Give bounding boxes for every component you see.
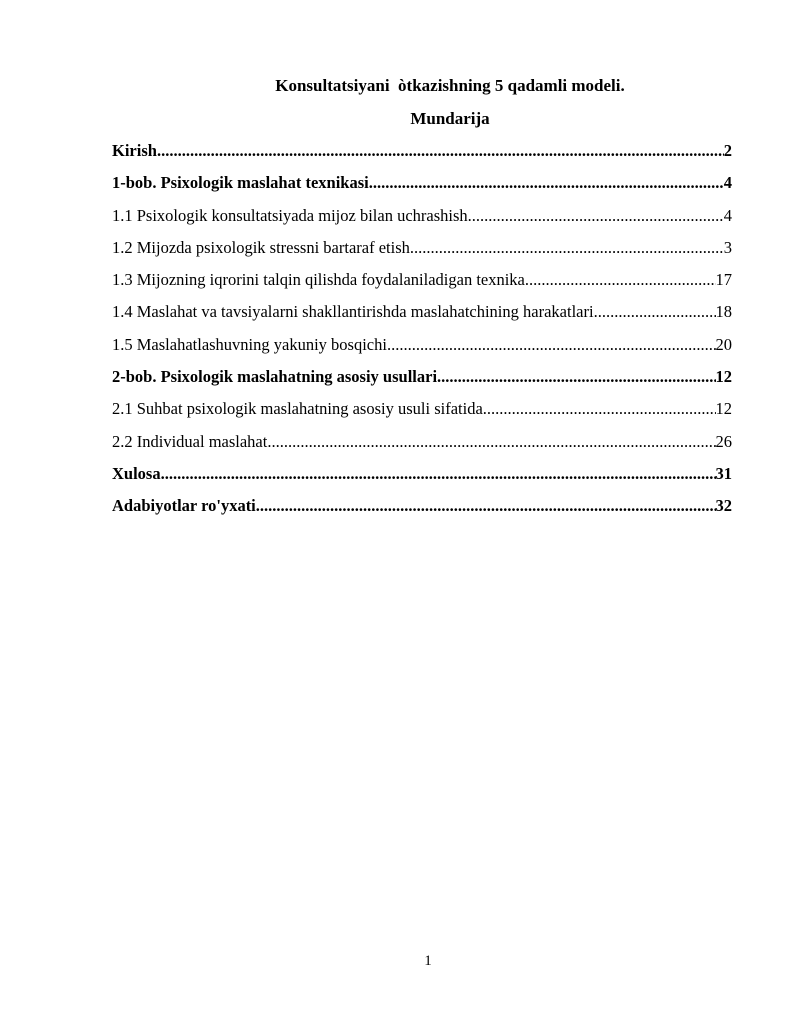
toc-entry-title: 1.3 Mijozning iqrorini talqin qilishda foydalaniladigan texnika	[112, 270, 525, 290]
toc-entry-1-3[interactable]	[112, 270, 732, 302]
toc-leader-dots	[525, 270, 716, 290]
document-title: Konsultatsiyani òtkazishning 5 qadamli modeli.	[275, 76, 625, 95]
toc-entry-xulosa[interactable]	[112, 464, 732, 496]
toc-entry-page: 4	[723, 173, 732, 193]
toc-entry-1-1[interactable]	[112, 206, 732, 238]
toc-entry-chapter-1[interactable]	[112, 173, 732, 205]
toc-entry-page: 18	[715, 302, 732, 322]
toc-entry-page: 12	[715, 399, 732, 419]
toc-entry-title: Kirish	[112, 141, 157, 160]
toc-entry-title: Xulosa	[112, 463, 161, 483]
toc-entry-page: 26	[715, 431, 732, 451]
toc-leader-dots	[387, 335, 716, 355]
toc-entry-chapter-2[interactable]	[112, 367, 732, 399]
toc-leader-dots	[157, 141, 724, 161]
toc-entry-2-2[interactable]	[112, 432, 732, 464]
toc-entry-title: 2.1 Suhbat psixologik maslahatning asosiy usuli sifatida	[112, 399, 483, 419]
toc-leader-dots	[161, 464, 716, 484]
toc-entry-2-1[interactable]	[112, 399, 732, 431]
toc-leader-dots	[437, 367, 715, 387]
toc-entry-title: 1.2 Mijozda psixologik stressni bartaraf etish	[112, 237, 410, 257]
toc-entry-page: 32	[715, 496, 732, 516]
toc-entry-title: 1.5 Maslahatlashuvning yakuniy bosqichi	[112, 334, 387, 354]
toc-leader-dots	[483, 399, 716, 419]
toc-entry-1-2[interactable]	[112, 238, 732, 270]
toc-entry-1-5[interactable]	[112, 335, 732, 367]
toc-heading: Mundarija	[410, 109, 490, 128]
toc-entry-page: 3	[723, 237, 732, 257]
toc-entry-title: 2.2 Individual maslahat	[112, 431, 268, 451]
toc-entry-page: 17	[715, 270, 732, 290]
toc-leader-dots	[594, 302, 716, 322]
toc-entry-page: 20	[715, 334, 732, 354]
toc-leader-dots	[369, 173, 724, 193]
toc-leader-dots	[468, 206, 724, 226]
toc-entry-title: 1.1 Psixologik konsultatsiyada mijoz bilan uchrashish	[112, 205, 468, 225]
toc-leader-dots	[256, 496, 716, 516]
toc-entry-title: 1-bob. Psixologik maslahat texnikasi	[112, 173, 369, 193]
toc-leader-dots	[410, 238, 724, 258]
toc-entry-kirish[interactable]	[112, 141, 732, 173]
toc-entry-page: 2	[723, 141, 732, 160]
page-number: 1	[424, 953, 432, 969]
toc-entry-1-4[interactable]	[112, 302, 732, 334]
toc-leader-dots	[267, 432, 715, 452]
toc-entry-title: 2-bob. Psixologik maslahatning asosiy usullari	[112, 367, 438, 387]
toc-entry-title: 1.4 Maslahat va tavsiyalarni shakllantirishda maslahatchining harakatlari	[112, 302, 594, 322]
table-of-contents	[112, 141, 732, 529]
toc-entry-title: Adabiyotlar ro'yxati	[112, 496, 256, 516]
toc-entry-adabiyotlar[interactable]	[112, 496, 732, 528]
toc-entry-page: 31	[715, 463, 732, 483]
toc-entry-page: 12	[715, 367, 732, 387]
toc-entry-page: 4	[723, 205, 732, 225]
